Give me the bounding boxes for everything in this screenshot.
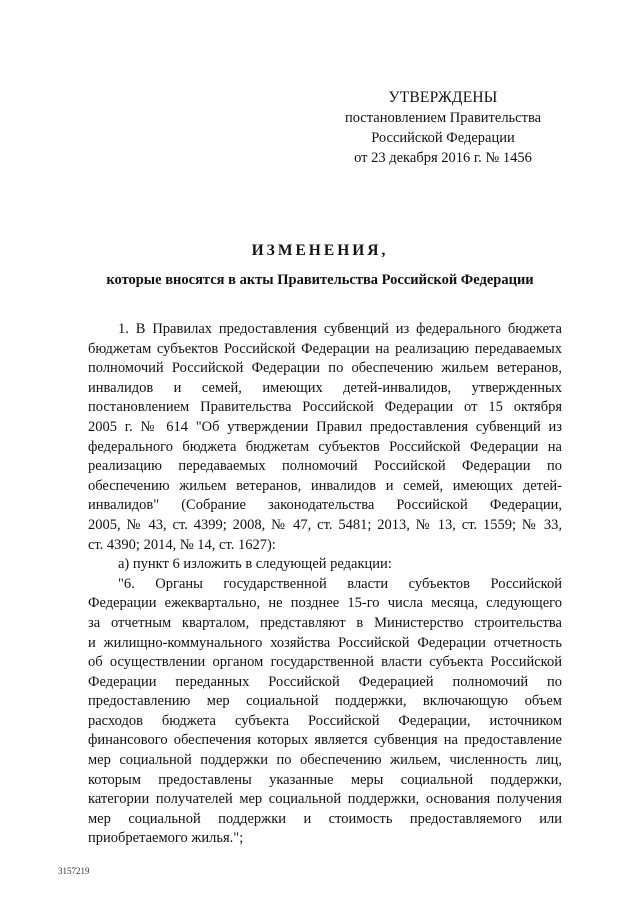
- body-line: мер социальной поддержки и стоимость предоставляемого или: [88, 810, 562, 827]
- document-title: ИЗМЕНЕНИЯ,: [251, 242, 389, 259]
- approval-line-3: от 23 декабря 2016 г. № 1456: [354, 150, 532, 166]
- document-subtitle: которые вносятся в акты Правительства Российской Федерации: [106, 272, 534, 288]
- body-line: предоставлению мер социальной поддержки, включающую объем: [88, 693, 562, 710]
- body-line: приобретаемого жилья.";: [88, 830, 244, 847]
- body-line: реализацию передаваемых полномочий Российской Федерации по: [88, 458, 562, 475]
- document-number: 3157219: [58, 866, 90, 876]
- approval-line-1: постановлением Правительства: [344, 110, 542, 126]
- body-line: федерального бюджета бюджетам субъектов Российской Федерации на: [88, 438, 562, 455]
- approval-line-2: Российской Федерации: [371, 130, 515, 146]
- body-line: ст. 4390; 2014, № 14, ст. 1627):: [88, 536, 276, 553]
- approval-heading: УТВЕРЖДЕНЫ: [388, 89, 498, 106]
- body-line: бюджетам субъектов Российской Федерации на реализацию передаваемых: [88, 340, 562, 357]
- body-line: 2005, № 43, ст. 4399; 2008, № 47, ст. 5481; 2013, № 13, ст. 1559; № 33,: [88, 516, 562, 533]
- body-line: и жилищно-коммунального хозяйства Российской Федерации отчетность: [88, 634, 562, 651]
- body-line: постановлением Правительства Российской Федерации от 15 октября: [88, 399, 562, 416]
- body-line: категории получателей мер социальной поддержки, основания получения: [88, 791, 562, 808]
- document-body: [88, 320, 562, 849]
- body-line: расходов бюджета субъекта Российской Федерации, источником: [88, 712, 562, 729]
- body-line: "6. Органы государственной власти субъектов Российской: [118, 575, 562, 592]
- body-line: полномочий Российской Федерации по обеспечению жильем ветеранов,: [88, 360, 562, 377]
- body-line: об осуществлении органом государственной власти субъекта Российской: [88, 654, 562, 671]
- approval-stamp: [330, 88, 556, 168]
- body-line: 1. В Правилах предоставления субвенций из федерального бюджета: [118, 321, 562, 337]
- body-line: Федерации ежеквартально, не позднее 15-го числа месяца, следующего: [88, 595, 562, 612]
- body-line: 2005 г. № 614 "Об утверждении Правил предоставления субвенций из: [88, 418, 562, 435]
- body-line: мер социальной поддержки по обеспечению жильем, численность лиц,: [88, 752, 562, 769]
- body-line: Федерации переданных Российской Федерацией полномочий по: [88, 673, 562, 690]
- body-line: обеспечению жильем ветеранов, инвалидов и семей, имеющих детей-: [88, 477, 562, 494]
- body-line: инвалидов" (Собрание законодательства Российской Федерации,: [88, 497, 562, 514]
- body-line: финансового обеспечения которых является субвенция на предоставление: [88, 732, 562, 749]
- body-line: которым предоставлены указанные меры социальной поддержки,: [88, 771, 562, 788]
- body-line: инвалидов и семей, имеющих детей-инвалидов, утвержденных: [88, 379, 562, 396]
- body-line: а) пункт 6 изложить в следующей редакции:: [118, 556, 392, 573]
- body-line: за отчетным кварталом, представляют в Министерство строительства: [88, 614, 562, 631]
